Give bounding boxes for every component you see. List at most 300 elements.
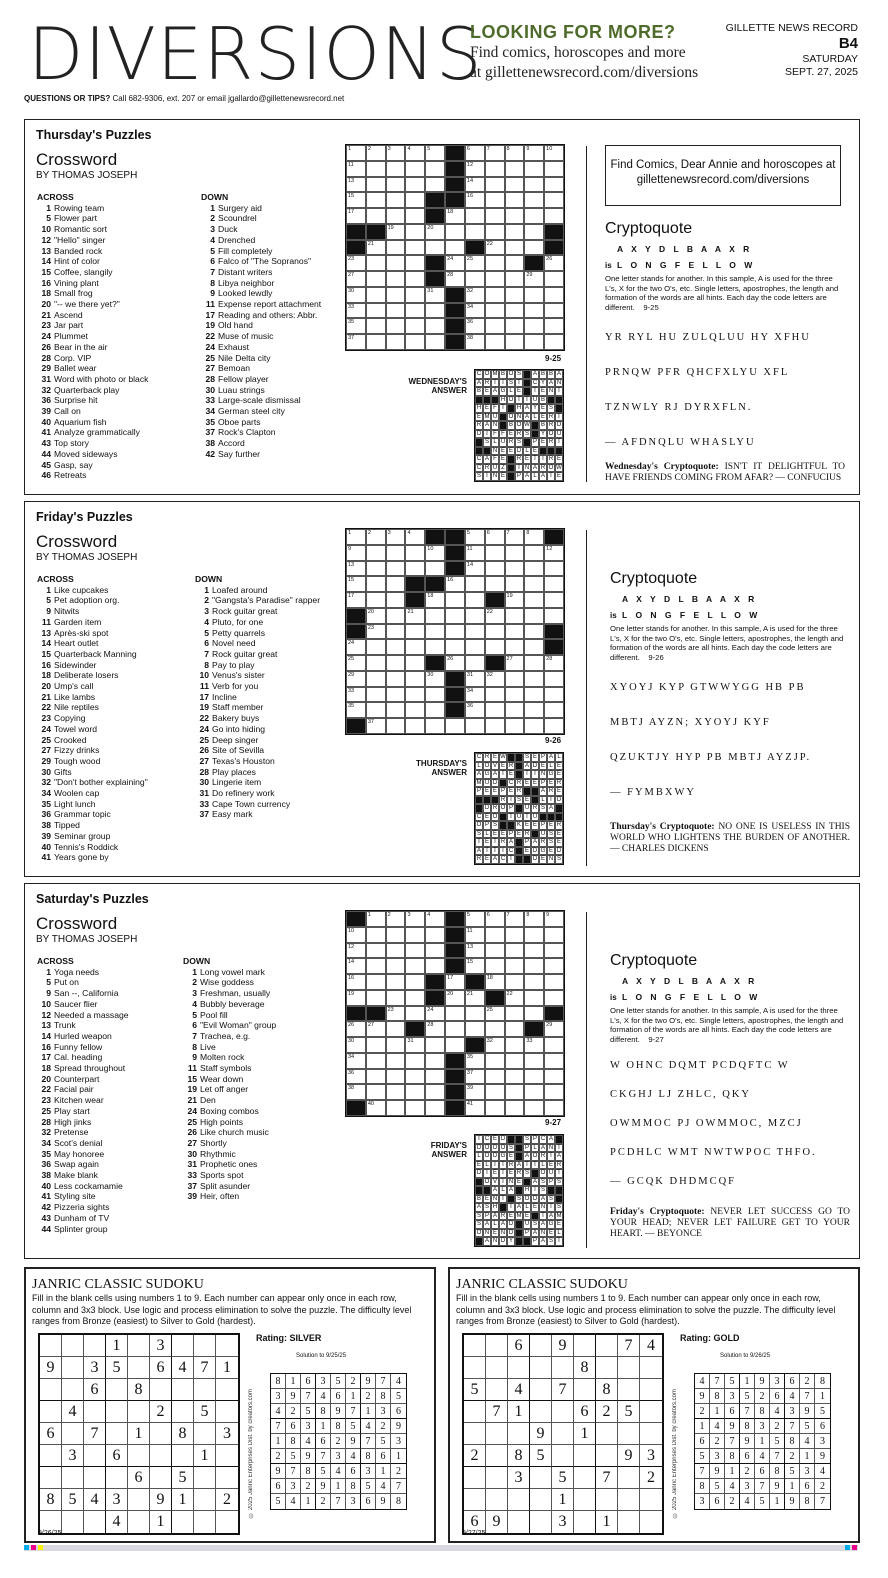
grid-cell[interactable]: [485, 287, 505, 303]
grid-cell[interactable]: [405, 687, 425, 703]
grid-cell[interactable]: [544, 334, 564, 350]
sudoku-cell[interactable]: [40, 1379, 62, 1401]
grid-cell[interactable]: [386, 990, 406, 1006]
grid-cell[interactable]: [346, 1069, 366, 1085]
grid-cell[interactable]: [366, 671, 386, 687]
grid-cell[interactable]: [465, 161, 485, 177]
grid-cell[interactable]: [465, 702, 485, 718]
sudoku-cell[interactable]: 7: [84, 1423, 106, 1445]
sudoku-cell[interactable]: 1: [216, 1357, 238, 1379]
grid-cell[interactable]: [524, 224, 544, 240]
sudoku-cell[interactable]: 7: [486, 1401, 508, 1423]
grid-cell[interactable]: [505, 1069, 525, 1085]
grid-cell[interactable]: [485, 671, 505, 687]
grid-cell[interactable]: [366, 240, 386, 256]
grid-cell[interactable]: [524, 1006, 544, 1022]
grid-cell[interactable]: [386, 1006, 406, 1022]
find-box-link[interactable]: gillettenewsrecord.com/diversions: [636, 174, 810, 186]
grid-cell[interactable]: [485, 1006, 505, 1022]
grid-cell[interactable]: [366, 990, 386, 1006]
sudoku-cell[interactable]: 2: [596, 1401, 618, 1423]
grid-cell[interactable]: [505, 271, 525, 287]
grid-cell[interactable]: [524, 718, 544, 734]
sudoku-cell[interactable]: [150, 1379, 172, 1401]
grid-cell[interactable]: [485, 702, 505, 718]
grid-cell[interactable]: [425, 624, 445, 640]
sudoku-cell[interactable]: [596, 1423, 618, 1445]
sudoku-cell[interactable]: [486, 1445, 508, 1467]
sudoku-cell[interactable]: [172, 1379, 194, 1401]
grid-cell[interactable]: [544, 927, 564, 943]
grid-cell[interactable]: [485, 161, 505, 177]
grid-cell[interactable]: [346, 702, 366, 718]
grid-cell[interactable]: [386, 624, 406, 640]
grid-cell[interactable]: [544, 545, 564, 561]
grid-cell[interactable]: [386, 576, 406, 592]
grid-cell[interactable]: [465, 287, 485, 303]
grid-cell[interactable]: [346, 529, 366, 545]
grid-cell[interactable]: [505, 624, 525, 640]
grid-cell[interactable]: [465, 687, 485, 703]
grid-cell[interactable]: [544, 1037, 564, 1053]
grid-cell[interactable]: [366, 639, 386, 655]
sudoku-cell[interactable]: [172, 1335, 194, 1357]
grid-cell[interactable]: [405, 177, 425, 193]
sudoku-cell[interactable]: [84, 1335, 106, 1357]
sudoku-cell[interactable]: [574, 1467, 596, 1489]
grid-cell[interactable]: [465, 561, 485, 577]
grid-cell[interactable]: [544, 592, 564, 608]
sudoku-cell[interactable]: [486, 1379, 508, 1401]
grid-cell[interactable]: [485, 271, 505, 287]
grid-cell[interactable]: [405, 192, 425, 208]
grid-cell[interactable]: [445, 224, 465, 240]
grid-cell[interactable]: [425, 608, 445, 624]
grid-cell[interactable]: [346, 192, 366, 208]
grid-cell[interactable]: [524, 1069, 544, 1085]
grid-cell[interactable]: [524, 958, 544, 974]
grid-cell[interactable]: [524, 624, 544, 640]
grid-cell[interactable]: [505, 576, 525, 592]
sudoku-cell[interactable]: 6: [150, 1357, 172, 1379]
grid-cell[interactable]: [386, 318, 406, 334]
sudoku-cell[interactable]: 4: [62, 1401, 84, 1423]
grid-cell[interactable]: [405, 1006, 425, 1022]
sudoku-cell[interactable]: [216, 1511, 238, 1533]
grid-cell[interactable]: [366, 287, 386, 303]
grid-cell[interactable]: [524, 1100, 544, 1116]
sudoku-cell[interactable]: [106, 1467, 128, 1489]
grid-cell[interactable]: [425, 639, 445, 655]
promo-link[interactable]: at gillettenewsrecord.com/diversions: [470, 64, 699, 81]
grid-cell[interactable]: [386, 192, 406, 208]
sudoku-cell[interactable]: 8: [574, 1357, 596, 1379]
grid-cell[interactable]: [366, 208, 386, 224]
sudoku-cell[interactable]: [574, 1379, 596, 1401]
grid-cell[interactable]: [405, 958, 425, 974]
grid-cell[interactable]: [405, 318, 425, 334]
grid-cell[interactable]: [425, 1053, 445, 1069]
grid-cell[interactable]: [346, 145, 366, 161]
crossword-grid[interactable]: [345, 144, 565, 351]
grid-cell[interactable]: [505, 702, 525, 718]
sudoku-cell[interactable]: [530, 1489, 552, 1511]
sudoku-cell[interactable]: [40, 1335, 62, 1357]
grid-cell[interactable]: [346, 161, 366, 177]
grid-cell[interactable]: [405, 974, 425, 990]
grid-cell[interactable]: [386, 208, 406, 224]
grid-cell[interactable]: [544, 145, 564, 161]
grid-cell[interactable]: [485, 1053, 505, 1069]
grid-cell[interactable]: [386, 1037, 406, 1053]
grid-cell[interactable]: [366, 576, 386, 592]
grid-cell[interactable]: [505, 655, 525, 671]
grid-cell[interactable]: [505, 718, 525, 734]
grid-cell[interactable]: [386, 529, 406, 545]
sudoku-cell[interactable]: 2: [216, 1489, 238, 1511]
grid-cell[interactable]: [524, 608, 544, 624]
grid-cell[interactable]: [346, 958, 366, 974]
grid-cell[interactable]: [544, 303, 564, 319]
grid-cell[interactable]: [465, 943, 485, 959]
grid-cell[interactable]: [445, 655, 465, 671]
sudoku-cell[interactable]: 9: [150, 1489, 172, 1511]
sudoku-cell[interactable]: 1: [150, 1511, 172, 1533]
sudoku-cell[interactable]: [508, 1511, 530, 1533]
sudoku-cell[interactable]: [194, 1379, 216, 1401]
grid-cell[interactable]: [485, 561, 505, 577]
grid-cell[interactable]: [544, 671, 564, 687]
grid-cell[interactable]: [544, 974, 564, 990]
grid-cell[interactable]: [485, 624, 505, 640]
grid-cell[interactable]: [386, 561, 406, 577]
sudoku-cell[interactable]: [640, 1423, 662, 1445]
sudoku-cell[interactable]: [216, 1401, 238, 1423]
grid-cell[interactable]: [405, 161, 425, 177]
grid-cell[interactable]: [366, 529, 386, 545]
grid-cell[interactable]: [505, 177, 525, 193]
sudoku-cell[interactable]: 2: [150, 1401, 172, 1423]
grid-cell[interactable]: [366, 718, 386, 734]
grid-cell[interactable]: [544, 990, 564, 1006]
grid-cell[interactable]: [405, 334, 425, 350]
grid-cell[interactable]: [405, 911, 425, 927]
grid-cell[interactable]: [346, 1021, 366, 1037]
grid-cell[interactable]: [386, 687, 406, 703]
grid-cell[interactable]: [485, 1084, 505, 1100]
grid-cell[interactable]: [505, 990, 525, 1006]
grid-cell[interactable]: [405, 561, 425, 577]
grid-cell[interactable]: [346, 671, 366, 687]
sudoku-cell[interactable]: [216, 1445, 238, 1467]
grid-cell[interactable]: [485, 687, 505, 703]
grid-cell[interactable]: [544, 608, 564, 624]
grid-cell[interactable]: [445, 208, 465, 224]
grid-cell[interactable]: [485, 318, 505, 334]
grid-cell[interactable]: [544, 911, 564, 927]
grid-cell[interactable]: [405, 1069, 425, 1085]
grid-cell[interactable]: [386, 702, 406, 718]
sudoku-cell[interactable]: 4: [640, 1335, 662, 1357]
grid-cell[interactable]: [366, 545, 386, 561]
grid-cell[interactable]: [465, 192, 485, 208]
grid-cell[interactable]: [524, 208, 544, 224]
grid-cell[interactable]: [445, 718, 465, 734]
grid-cell[interactable]: [524, 687, 544, 703]
grid-cell[interactable]: [425, 1100, 445, 1116]
sudoku-cell[interactable]: 6: [508, 1335, 530, 1357]
sudoku-cell[interactable]: [574, 1489, 596, 1511]
grid-cell[interactable]: [366, 271, 386, 287]
grid-cell[interactable]: [386, 255, 406, 271]
grid-cell[interactable]: [485, 911, 505, 927]
grid-cell[interactable]: [544, 1069, 564, 1085]
sudoku-cell[interactable]: 1: [172, 1489, 194, 1511]
grid-cell[interactable]: [386, 224, 406, 240]
grid-cell[interactable]: [524, 177, 544, 193]
grid-cell[interactable]: [544, 1100, 564, 1116]
sudoku-cell[interactable]: [640, 1379, 662, 1401]
grid-cell[interactable]: [425, 318, 445, 334]
sudoku-cell[interactable]: [40, 1445, 62, 1467]
sudoku-cell[interactable]: [596, 1489, 618, 1511]
grid-cell[interactable]: [505, 334, 525, 350]
sudoku-cell[interactable]: 8: [508, 1445, 530, 1467]
grid-cell[interactable]: [386, 974, 406, 990]
grid-cell[interactable]: [505, 1084, 525, 1100]
grid-cell[interactable]: [346, 576, 366, 592]
grid-cell[interactable]: [386, 1021, 406, 1037]
grid-cell[interactable]: [524, 529, 544, 545]
grid-cell[interactable]: [346, 561, 366, 577]
grid-cell[interactable]: [505, 255, 525, 271]
grid-cell[interactable]: [366, 974, 386, 990]
grid-cell[interactable]: [465, 224, 485, 240]
sudoku-cell[interactable]: 9: [486, 1511, 508, 1533]
grid-cell[interactable]: [485, 943, 505, 959]
sudoku-cell[interactable]: [530, 1467, 552, 1489]
grid-cell[interactable]: [386, 655, 406, 671]
grid-cell[interactable]: [386, 287, 406, 303]
grid-cell[interactable]: [524, 927, 544, 943]
grid-cell[interactable]: [544, 1053, 564, 1069]
grid-cell[interactable]: [445, 1006, 465, 1022]
grid-cell[interactable]: [485, 1100, 505, 1116]
sudoku-grid[interactable]: [462, 1333, 664, 1535]
grid-cell[interactable]: [485, 145, 505, 161]
grid-cell[interactable]: [405, 224, 425, 240]
grid-cell[interactable]: [425, 1037, 445, 1053]
grid-cell[interactable]: [346, 687, 366, 703]
grid-cell[interactable]: [485, 240, 505, 256]
grid-cell[interactable]: [366, 192, 386, 208]
sudoku-cell[interactable]: 6: [106, 1445, 128, 1467]
grid-cell[interactable]: [544, 1084, 564, 1100]
grid-cell[interactable]: [346, 1037, 366, 1053]
grid-cell[interactable]: [485, 177, 505, 193]
grid-cell[interactable]: [524, 655, 544, 671]
sudoku-cell[interactable]: 1: [106, 1335, 128, 1357]
sudoku-cell[interactable]: [486, 1357, 508, 1379]
grid-cell[interactable]: [505, 192, 525, 208]
sudoku-cell[interactable]: [40, 1401, 62, 1423]
grid-cell[interactable]: [405, 702, 425, 718]
grid-cell[interactable]: [465, 592, 485, 608]
grid-cell[interactable]: [386, 545, 406, 561]
grid-cell[interactable]: [544, 943, 564, 959]
sudoku-cell[interactable]: [464, 1401, 486, 1423]
grid-cell[interactable]: [544, 208, 564, 224]
grid-cell[interactable]: [485, 545, 505, 561]
grid-cell[interactable]: [505, 318, 525, 334]
sudoku-cell[interactable]: 6: [84, 1379, 106, 1401]
grid-cell[interactable]: [524, 192, 544, 208]
grid-cell[interactable]: [346, 271, 366, 287]
grid-cell[interactable]: [425, 240, 445, 256]
grid-cell[interactable]: [544, 576, 564, 592]
sudoku-cell[interactable]: [106, 1379, 128, 1401]
grid-cell[interactable]: [524, 545, 544, 561]
sudoku-cell[interactable]: 3: [508, 1467, 530, 1489]
grid-cell[interactable]: [465, 303, 485, 319]
grid-cell[interactable]: [485, 927, 505, 943]
sudoku-cell[interactable]: [574, 1445, 596, 1467]
grid-cell[interactable]: [366, 161, 386, 177]
sudoku-cell[interactable]: [216, 1335, 238, 1357]
grid-cell[interactable]: [505, 911, 525, 927]
grid-cell[interactable]: [445, 608, 465, 624]
sudoku-cell[interactable]: [552, 1357, 574, 1379]
grid-cell[interactable]: [405, 145, 425, 161]
sudoku-cell[interactable]: [464, 1489, 486, 1511]
grid-cell[interactable]: [485, 255, 505, 271]
grid-cell[interactable]: [505, 224, 525, 240]
grid-cell[interactable]: [425, 177, 445, 193]
grid-cell[interactable]: [524, 990, 544, 1006]
grid-cell[interactable]: [346, 255, 366, 271]
grid-cell[interactable]: [366, 318, 386, 334]
grid-cell[interactable]: [544, 318, 564, 334]
sudoku-cell[interactable]: [194, 1489, 216, 1511]
sudoku-cell[interactable]: [84, 1467, 106, 1489]
sudoku-cell[interactable]: [552, 1401, 574, 1423]
grid-cell[interactable]: [366, 911, 386, 927]
grid-cell[interactable]: [425, 592, 445, 608]
grid-cell[interactable]: [405, 545, 425, 561]
grid-cell[interactable]: [405, 639, 425, 655]
sudoku-cell[interactable]: [552, 1445, 574, 1467]
grid-cell[interactable]: [465, 639, 485, 655]
sudoku-cell[interactable]: [172, 1445, 194, 1467]
crossword-grid[interactable]: [345, 528, 565, 735]
grid-cell[interactable]: [485, 576, 505, 592]
grid-cell[interactable]: [386, 671, 406, 687]
sudoku-cell[interactable]: [618, 1511, 640, 1533]
grid-cell[interactable]: [505, 240, 525, 256]
sudoku-cell[interactable]: 3: [216, 1423, 238, 1445]
grid-cell[interactable]: [505, 592, 525, 608]
grid-cell[interactable]: [544, 655, 564, 671]
grid-cell[interactable]: [505, 161, 525, 177]
sudoku-cell[interactable]: [172, 1401, 194, 1423]
grid-cell[interactable]: [505, 561, 525, 577]
grid-cell[interactable]: [346, 974, 366, 990]
grid-cell[interactable]: [346, 318, 366, 334]
grid-cell[interactable]: [524, 576, 544, 592]
grid-cell[interactable]: [405, 718, 425, 734]
grid-cell[interactable]: [465, 958, 485, 974]
sudoku-cell[interactable]: 6: [464, 1511, 486, 1533]
grid-cell[interactable]: [524, 303, 544, 319]
grid-cell[interactable]: [366, 702, 386, 718]
sudoku-cell[interactable]: 3: [106, 1489, 128, 1511]
grid-cell[interactable]: [505, 1021, 525, 1037]
grid-cell[interactable]: [425, 911, 445, 927]
grid-cell[interactable]: [405, 1053, 425, 1069]
sudoku-cell[interactable]: 4: [508, 1379, 530, 1401]
sudoku-cell[interactable]: 4: [84, 1489, 106, 1511]
grid-cell[interactable]: [465, 624, 485, 640]
grid-cell[interactable]: [524, 943, 544, 959]
sudoku-cell[interactable]: 5: [552, 1467, 574, 1489]
sudoku-cell[interactable]: [508, 1357, 530, 1379]
grid-cell[interactable]: [524, 592, 544, 608]
sudoku-cell[interactable]: [194, 1467, 216, 1489]
grid-cell[interactable]: [405, 303, 425, 319]
sudoku-cell[interactable]: [128, 1401, 150, 1423]
grid-cell[interactable]: [366, 561, 386, 577]
grid-cell[interactable]: [346, 303, 366, 319]
grid-cell[interactable]: [425, 927, 445, 943]
sudoku-cell[interactable]: [530, 1335, 552, 1357]
grid-cell[interactable]: [465, 718, 485, 734]
grid-cell[interactable]: [386, 1084, 406, 1100]
sudoku-cell[interactable]: [464, 1467, 486, 1489]
grid-cell[interactable]: [425, 958, 445, 974]
sudoku-cell[interactable]: 4: [106, 1511, 128, 1533]
sudoku-cell[interactable]: 1: [128, 1423, 150, 1445]
sudoku-cell[interactable]: [172, 1511, 194, 1533]
grid-cell[interactable]: [544, 561, 564, 577]
grid-cell[interactable]: [386, 161, 406, 177]
sudoku-cell[interactable]: 7: [596, 1467, 618, 1489]
grid-cell[interactable]: [505, 1006, 525, 1022]
grid-cell[interactable]: [405, 529, 425, 545]
sudoku-cell[interactable]: 1: [508, 1401, 530, 1423]
sudoku-cell[interactable]: [640, 1489, 662, 1511]
grid-cell[interactable]: [465, 145, 485, 161]
grid-cell[interactable]: [524, 1037, 544, 1053]
grid-cell[interactable]: [485, 958, 505, 974]
sudoku-cell[interactable]: [128, 1511, 150, 1533]
grid-cell[interactable]: [425, 545, 445, 561]
sudoku-cell[interactable]: 1: [574, 1423, 596, 1445]
grid-cell[interactable]: [405, 240, 425, 256]
grid-cell[interactable]: [445, 576, 465, 592]
sudoku-cell[interactable]: 5: [62, 1489, 84, 1511]
sudoku-cell[interactable]: [574, 1335, 596, 1357]
sudoku-cell[interactable]: 8: [596, 1379, 618, 1401]
sudoku-cell[interactable]: 7: [618, 1335, 640, 1357]
sudoku-cell[interactable]: [640, 1511, 662, 1533]
sudoku-cell[interactable]: [62, 1511, 84, 1533]
grid-cell[interactable]: [485, 1037, 505, 1053]
sudoku-cell[interactable]: [596, 1357, 618, 1379]
grid-cell[interactable]: [366, 592, 386, 608]
grid-cell[interactable]: [524, 911, 544, 927]
grid-cell[interactable]: [346, 1084, 366, 1100]
grid-cell[interactable]: [386, 1069, 406, 1085]
